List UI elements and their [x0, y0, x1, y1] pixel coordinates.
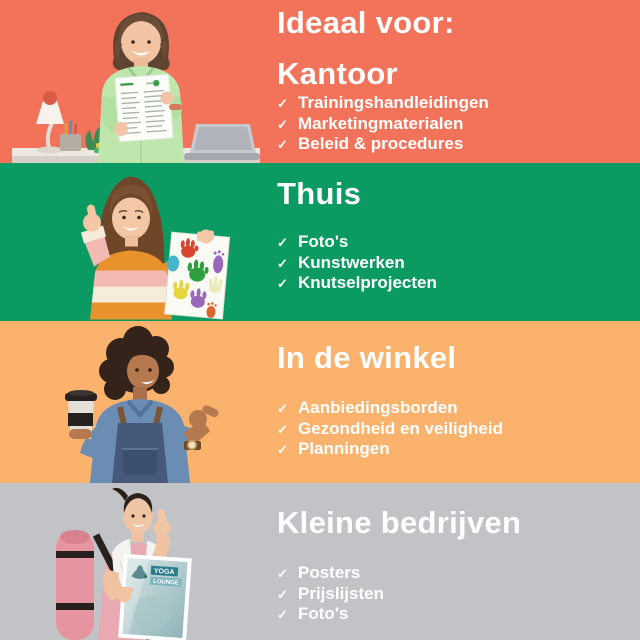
feature-list-kantoor	[277, 93, 489, 155]
list-item-label: Marketingmaterialen	[298, 113, 464, 133]
section-heading-thuis: Thuis	[277, 176, 362, 211]
list-item-label: Posters	[298, 563, 361, 582]
photo-office-woman	[0, 0, 260, 163]
check-icon: ✓	[277, 421, 288, 437]
poster-subtitle: LOUNGE	[152, 578, 179, 587]
barista	[80, 326, 190, 483]
list-item-label: Beleid & procedures	[298, 134, 464, 153]
check-icon: ✓	[277, 586, 288, 602]
feature-list-bedrijven	[277, 563, 384, 625]
check-icon: ✓	[277, 235, 288, 250]
page-title: Ideaal voor:	[277, 5, 455, 40]
check-icon: ✓	[277, 276, 288, 291]
check-icon: ✓	[277, 255, 288, 271]
list-item-label: Foto's	[298, 604, 349, 623]
thumbs-up-icon	[83, 204, 101, 232]
yoga-mat-icon	[56, 530, 94, 640]
list-item-label: Foto's	[298, 232, 349, 251]
list-item-label: Planningen	[298, 439, 390, 458]
thumbs-up-icon	[154, 509, 171, 537]
check-icon: ✓	[277, 116, 288, 132]
small-business-illustration	[0, 483, 260, 640]
check-icon: ✓	[277, 401, 288, 416]
section-heading-kantoor: Kantoor	[277, 56, 398, 91]
list-item	[277, 232, 437, 253]
list-item-label: Knutselprojecten	[298, 273, 437, 292]
section-heading-bedrijven: Kleine bedrijven	[277, 505, 522, 540]
handprint-artwork	[163, 232, 230, 319]
section-heading-winkel: In de winkel	[277, 340, 457, 375]
photo-barista	[0, 321, 260, 483]
list-item	[277, 93, 489, 114]
check-icon: ✓	[277, 442, 288, 457]
section-bedrijven	[0, 483, 640, 640]
section-kantoor	[0, 0, 640, 163]
office-illustration	[0, 0, 260, 163]
feature-list-thuis	[277, 232, 437, 294]
list-item	[277, 604, 384, 625]
poster-title: YOGA	[153, 567, 175, 577]
list-item	[277, 398, 503, 419]
list-item	[277, 419, 503, 440]
list-item	[277, 563, 384, 584]
check-icon: ✓	[277, 607, 288, 622]
list-item	[277, 439, 503, 460]
check-icon: ✓	[277, 137, 288, 152]
list-item	[277, 253, 437, 274]
check-icon: ✓	[277, 566, 288, 581]
pencil-cup-icon	[60, 121, 81, 151]
photo-girl-artwork	[0, 163, 260, 321]
laptop-icon	[184, 124, 260, 160]
list-item-label: Kunstwerken	[298, 252, 405, 272]
desk-lamp-icon	[36, 91, 64, 154]
list-item	[277, 134, 489, 155]
list-item-label: Trainingshandleidingen	[298, 93, 489, 112]
feature-list-winkel	[277, 398, 503, 460]
list-item	[277, 584, 384, 605]
list-item	[277, 114, 489, 135]
list-item-label: Aanbiedingsborden	[298, 398, 458, 417]
list-item-label: Gezondheid en veiligheid	[298, 418, 503, 438]
photo-yoga-woman	[0, 483, 260, 640]
list-item	[277, 273, 437, 294]
shop-illustration	[0, 321, 260, 483]
section-winkel	[0, 321, 640, 483]
list-item-label: Prijslijsten	[298, 583, 384, 603]
check-icon: ✓	[277, 96, 288, 111]
section-thuis	[0, 163, 640, 321]
home-illustration	[0, 163, 260, 321]
